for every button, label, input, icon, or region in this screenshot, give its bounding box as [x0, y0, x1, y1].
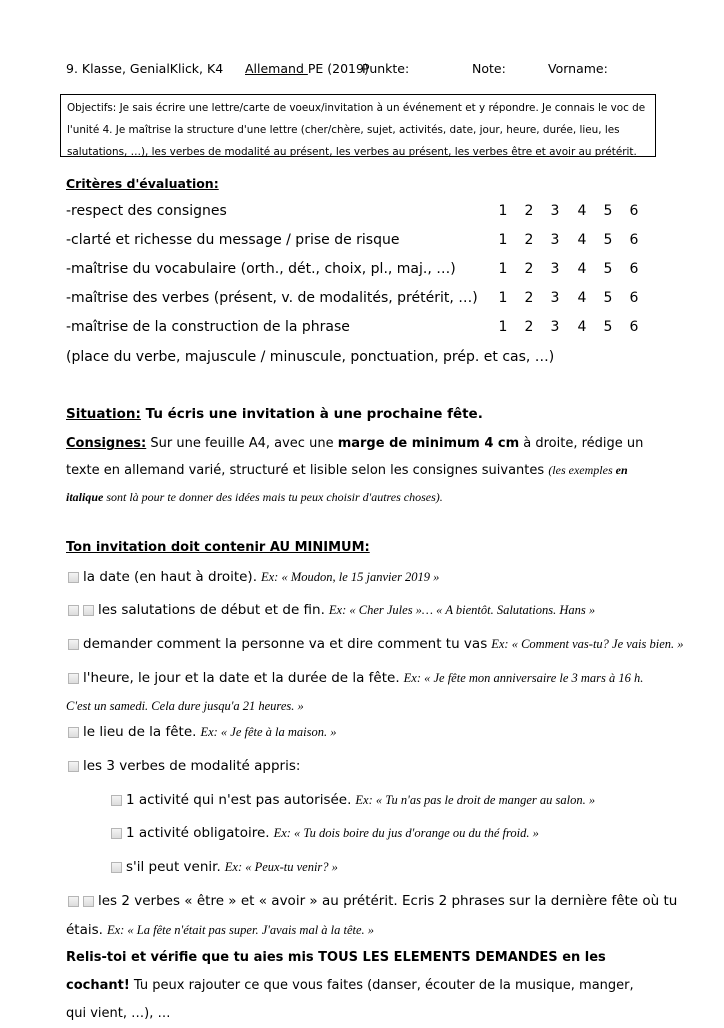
objectives-line: Objectifs: Je sais écrire une lettre/carte de voeux/invitation à un événement et y répondre. Je connais le voc de [67, 102, 646, 114]
consignes-margin: marge de minimum 4 cm [337, 436, 520, 451]
score-option[interactable]: 1 [498, 232, 508, 248]
checkbox[interactable] [68, 639, 79, 650]
score-option[interactable]: 3 [550, 203, 560, 219]
item-example: Ex: « Tu n'as pas le droit de manger au salon. » [355, 792, 596, 807]
objectives-line: salutations, …), les verbes de modalité au présent, les verbes au présent, les verbes être et avoir au prétérit. [67, 146, 637, 158]
item-example: Ex: « Moudon, le 15 janvier 2019 » [261, 569, 440, 584]
checkbox[interactable] [68, 761, 79, 772]
checkbox[interactable] [68, 572, 79, 583]
checkbox[interactable] [83, 605, 94, 616]
consignes-label: Consignes: [66, 436, 147, 451]
closing-paragraph [66, 944, 656, 1028]
score-option[interactable]: 2 [524, 290, 534, 306]
situation-text: Tu écris une invitation à une prochaine fête. [140, 406, 483, 422]
checkbox[interactable] [111, 795, 122, 806]
item-example: Ex: « Je fête mon anniversaire le 3 mars à 16 h. [403, 670, 644, 685]
objectives-line: l'unité 4. Je maîtrise la structure d'une lettre (cher/chère, sujet, activités, date, jour, heure, durée, lieu, les [67, 124, 620, 136]
score-option[interactable]: 3 [550, 261, 560, 277]
checkbox[interactable] [68, 727, 79, 738]
subject-rest: PE (2019) [307, 61, 369, 76]
checklist-subitem-forbidden [111, 792, 595, 808]
consignes-text: à droite, rédige un texte en allemand varié, structuré et lisible selon les consignes suivantes [66, 436, 644, 478]
score-option[interactable]: 4 [577, 261, 587, 277]
subject [245, 61, 369, 76]
score-option[interactable]: 5 [603, 232, 613, 248]
score-option[interactable]: 1 [498, 290, 508, 306]
checklist-subitem-obligatory [111, 825, 539, 841]
closing-text: Tu peux rajouter ce que vous faites (danser, écouter de la musique, manger, qui vient, …), … [66, 978, 634, 1021]
checklist-item-modal-verbs [68, 758, 300, 774]
item-example: Ex: « La fête n'était pas super. J'avais mal à la tête. » [106, 922, 375, 937]
item-text: s'il peut venir. [126, 859, 221, 875]
name-label: Vorname: [548, 61, 608, 76]
checkbox[interactable] [83, 896, 94, 907]
score-option[interactable]: 5 [603, 261, 613, 277]
checkbox[interactable] [68, 605, 79, 616]
score-option[interactable]: 6 [629, 261, 639, 277]
criteria-label: -maîtrise des verbes (présent, v. de modalités, prétérit, …) [66, 290, 478, 306]
score-option[interactable]: 6 [629, 319, 639, 335]
item-example: Ex: « Tu dois boire du jus d'orange ou du thé froid. » [273, 825, 539, 840]
score-option[interactable]: 1 [498, 319, 508, 335]
checkbox[interactable] [68, 896, 79, 907]
item-text: 1 activité obligatoire. [126, 825, 270, 841]
checklist-item-place [68, 724, 337, 740]
checkbox[interactable] [111, 862, 122, 873]
points-label: Punkte: [362, 61, 410, 76]
class-info: 9. Klasse, GenialKlick, K4 [66, 61, 224, 76]
score-option[interactable]: 5 [603, 290, 613, 306]
situation-label: Situation: [66, 406, 141, 422]
closing-bold: Relis-toi et vérifie que tu aies mis TOUS LES ELEMENTS DEMANDES en les cochant! [66, 950, 606, 993]
minimum-title: Ton invitation doit contenir AU MINIMUM: [66, 540, 370, 555]
score-option[interactable]: 2 [524, 261, 534, 277]
score-option[interactable]: 5 [603, 203, 613, 219]
checklist-item-salutations [68, 602, 595, 618]
criteria-row [66, 261, 646, 283]
item-example: Ex: « Comment vas-tu? Je vais bien. » [491, 636, 684, 651]
item-text: les salutations de début et de fin. [98, 602, 325, 618]
score-option[interactable]: 4 [577, 290, 587, 306]
criteria-row [66, 319, 646, 341]
score-option[interactable]: 6 [629, 203, 639, 219]
checklist-item-wellbeing [68, 636, 684, 652]
item-example-continued: C'est un samedi. Cela dure jusqu'a 21 heures. » [66, 699, 304, 713]
item-text: les 2 verbes « être » et « avoir » au prétérit. Ecris 2 phrases sur la dernière fête où tu [98, 893, 678, 909]
grade-label: Note: [472, 61, 506, 76]
score-option[interactable]: 5 [603, 319, 613, 335]
checklist-subitem-can-come [111, 859, 338, 875]
score-option[interactable]: 2 [524, 203, 534, 219]
score-option[interactable]: 2 [524, 319, 534, 335]
item-text: étais. [66, 922, 103, 938]
situation [66, 406, 483, 422]
score-option[interactable]: 4 [577, 232, 587, 248]
score-option[interactable]: 1 [498, 203, 508, 219]
item-text: l'heure, le jour et la date et la durée de la fête. [83, 670, 400, 686]
item-text: la date (en haut à droite). [83, 569, 257, 585]
criteria-label: -maîtrise de la construction de la phrase [66, 319, 350, 335]
criteria-label: -maîtrise du vocabulaire (orth., dét., choix, pl., maj., …) [66, 261, 456, 277]
note-text: (les exemples [548, 463, 616, 477]
note-text: sont là pour te donner des idées mais tu peux choisir d'autres choses). [103, 490, 443, 504]
item-text: demander comment la personne va et dire comment tu vas [83, 636, 488, 652]
score-option[interactable]: 4 [577, 319, 587, 335]
criteria-row [66, 290, 646, 312]
criteria-row [66, 203, 646, 225]
criteria-title: Critères d'évaluation: [66, 176, 219, 191]
criteria-note: (place du verbe, majuscule / minuscule, ponctuation, prép. et cas, …) [66, 349, 555, 365]
subject-underlined: Allemand [245, 61, 308, 76]
score-option[interactable]: 4 [577, 203, 587, 219]
checklist-item-preterite-continued [66, 922, 374, 938]
item-text: les 3 verbes de modalité appris: [83, 758, 301, 774]
criteria-row [66, 232, 646, 254]
checkbox[interactable] [111, 828, 122, 839]
item-example: Ex: « Peux-tu venir? » [224, 859, 338, 874]
item-example: Ex: « Cher Jules »… « A bientôt. Salutations. Hans » [328, 602, 596, 617]
score-option[interactable]: 6 [629, 232, 639, 248]
checklist-item-preterite [68, 893, 677, 909]
score-option[interactable]: 3 [550, 290, 560, 306]
item-example: Ex: « Je fête à la maison. » [200, 724, 337, 739]
score-option[interactable]: 6 [629, 290, 639, 306]
note-bold: en italique [66, 463, 628, 504]
criteria-label: -respect des consignes [66, 203, 227, 219]
objectives-box [60, 94, 656, 157]
item-text: le lieu de la fête. [83, 724, 197, 740]
score-option[interactable]: 1 [498, 261, 508, 277]
checklist-item-date [68, 569, 439, 585]
checklist-item-time [68, 670, 643, 686]
consignes-text: Sur une feuille A4, avec une [146, 436, 338, 451]
score-option[interactable]: 3 [550, 232, 560, 248]
score-option[interactable]: 3 [550, 319, 560, 335]
checkbox[interactable] [68, 673, 79, 684]
score-option[interactable]: 2 [524, 232, 534, 248]
item-text: 1 activité qui n'est pas autorisée. [126, 792, 352, 808]
consignes-paragraph [66, 430, 656, 511]
criteria-label: -clarté et richesse du message / prise de risque [66, 232, 400, 248]
